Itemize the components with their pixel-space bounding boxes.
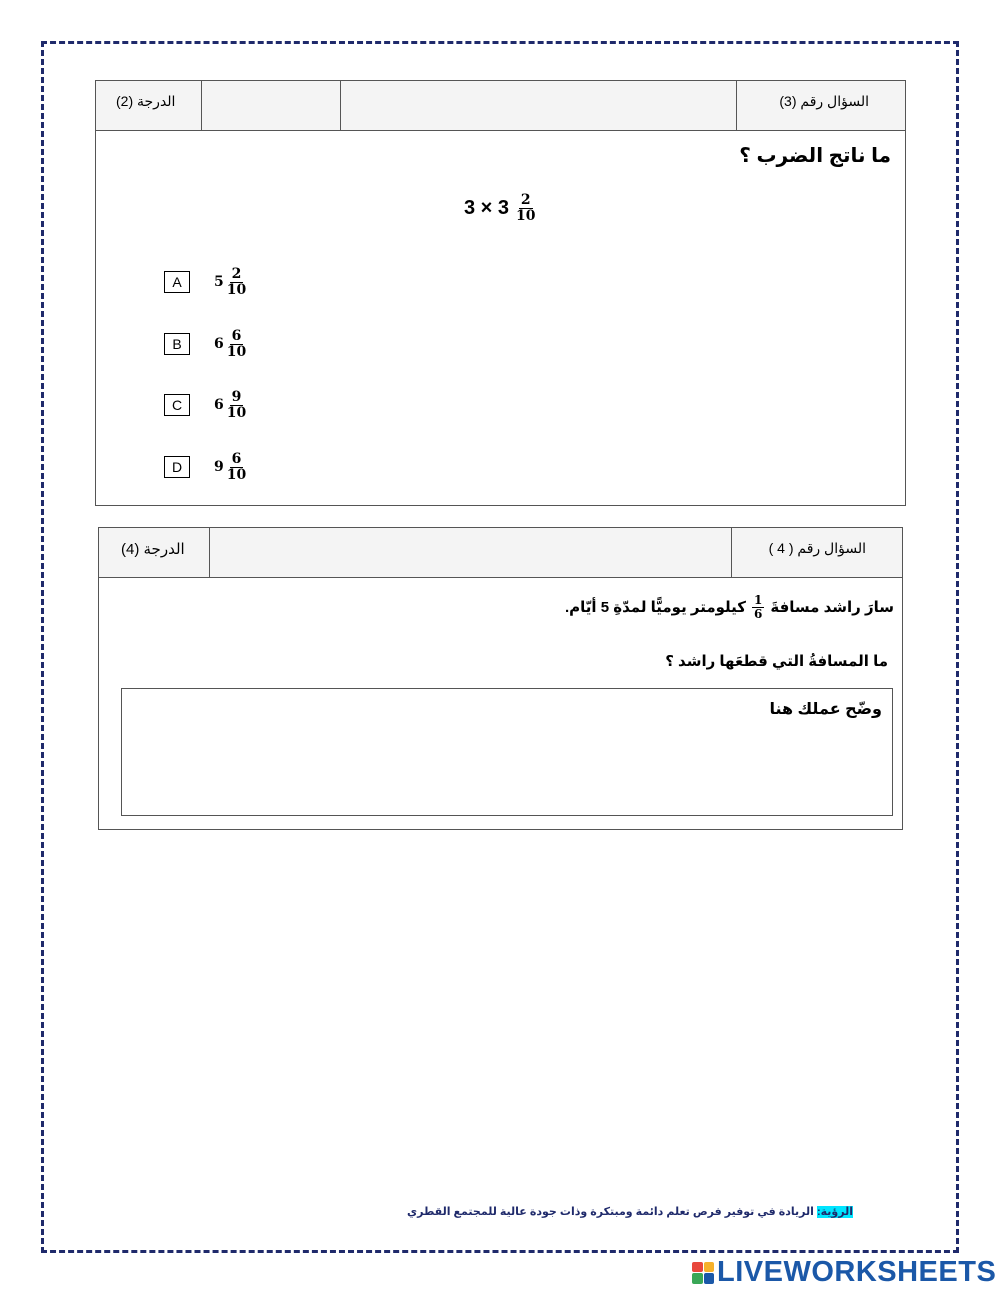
question-title: ما ناتج الضرب ؟ — [739, 145, 891, 167]
fraction-numerator: 2 — [231, 266, 242, 282]
logo-square — [704, 1273, 715, 1284]
logo-square — [692, 1273, 703, 1284]
fraction-denominator: 10 — [226, 404, 247, 421]
option-value — [214, 329, 247, 359]
fraction-numerator: 2 — [520, 192, 531, 208]
empty-cell-2 — [340, 81, 736, 131]
question-number-cell — [731, 528, 904, 578]
vision-label: الرؤية: — [816, 1206, 853, 1218]
fraction-numerator: 6 — [231, 451, 242, 467]
fraction-denominator: 6 — [753, 606, 763, 621]
question-3-header — [96, 81, 905, 131]
option-d[interactable] — [164, 452, 247, 482]
fraction-denominator: 10 — [226, 466, 247, 483]
question-number-cell — [736, 81, 907, 131]
fraction-numerator: 6 — [231, 328, 242, 344]
problem-statement — [565, 594, 894, 620]
question-number-label: السؤال رقم (3) — [779, 93, 869, 109]
option-c[interactable] — [164, 390, 247, 420]
liveworksheets-logo-icon — [692, 1262, 714, 1284]
option-whole: 6 — [214, 336, 224, 353]
option-letter-box[interactable]: C — [164, 394, 190, 416]
logo-square — [704, 1262, 715, 1273]
grade-label: الدرجة (4) — [121, 541, 185, 558]
grade-cell — [96, 81, 201, 131]
fraction-denominator: 10 — [226, 281, 247, 298]
option-whole: 9 — [214, 459, 224, 476]
vision-text: الريادة في توفير فرص تعلم دائمة ومبتكرة وذات جودة عالية للمجتمع القطري — [407, 1206, 817, 1218]
statement-start: سارَ راشد مسافةَ — [770, 599, 894, 617]
expression-left: 3 × 3 — [464, 196, 510, 219]
grade-cell — [99, 528, 209, 578]
question-number-label: السؤال رقم ( 4 ) — [768, 540, 866, 556]
brand-name: LIVEWORKSHEETS — [717, 1256, 997, 1288]
option-b[interactable] — [164, 329, 247, 359]
expression-fraction — [515, 193, 536, 223]
liveworksheets-brand — [692, 1256, 996, 1289]
grade-label: الدرجة (2) — [116, 93, 176, 109]
option-letter-box[interactable]: D — [164, 456, 190, 478]
distance-fraction — [752, 594, 764, 620]
option-whole: 5 — [214, 274, 224, 291]
option-value — [214, 390, 247, 420]
vision-statement — [300, 1205, 853, 1218]
fraction-numerator: 9 — [231, 389, 242, 405]
option-value — [214, 452, 247, 482]
option-letter-box[interactable]: A — [164, 271, 190, 293]
option-a[interactable] — [164, 267, 247, 297]
option-fraction — [226, 452, 247, 482]
fraction-denominator: 10 — [226, 343, 247, 360]
option-fraction — [226, 267, 247, 297]
problem-question: ما المسافةُ التي قطعَها راشد ؟ — [665, 653, 888, 670]
fraction-numerator: 1 — [753, 593, 763, 607]
work-label: وضّح عملك هنا — [769, 701, 882, 718]
question-4-card — [98, 527, 903, 830]
option-fraction — [226, 390, 247, 420]
empty-cell — [209, 528, 731, 578]
logo-square — [692, 1262, 703, 1273]
work-answer-box[interactable] — [121, 688, 893, 816]
multiplication-expression — [464, 193, 537, 223]
fraction-denominator: 10 — [516, 207, 536, 224]
option-fraction — [226, 329, 247, 359]
option-value — [214, 267, 247, 297]
question-3-card — [95, 80, 906, 506]
statement-end: كيلومتر يوميًّا لمدّةِ 5 أيّام. — [564, 599, 746, 617]
empty-cell-1 — [201, 81, 340, 131]
option-letter-box[interactable]: B — [164, 333, 190, 355]
option-whole: 6 — [214, 397, 224, 414]
question-4-header — [99, 528, 902, 578]
